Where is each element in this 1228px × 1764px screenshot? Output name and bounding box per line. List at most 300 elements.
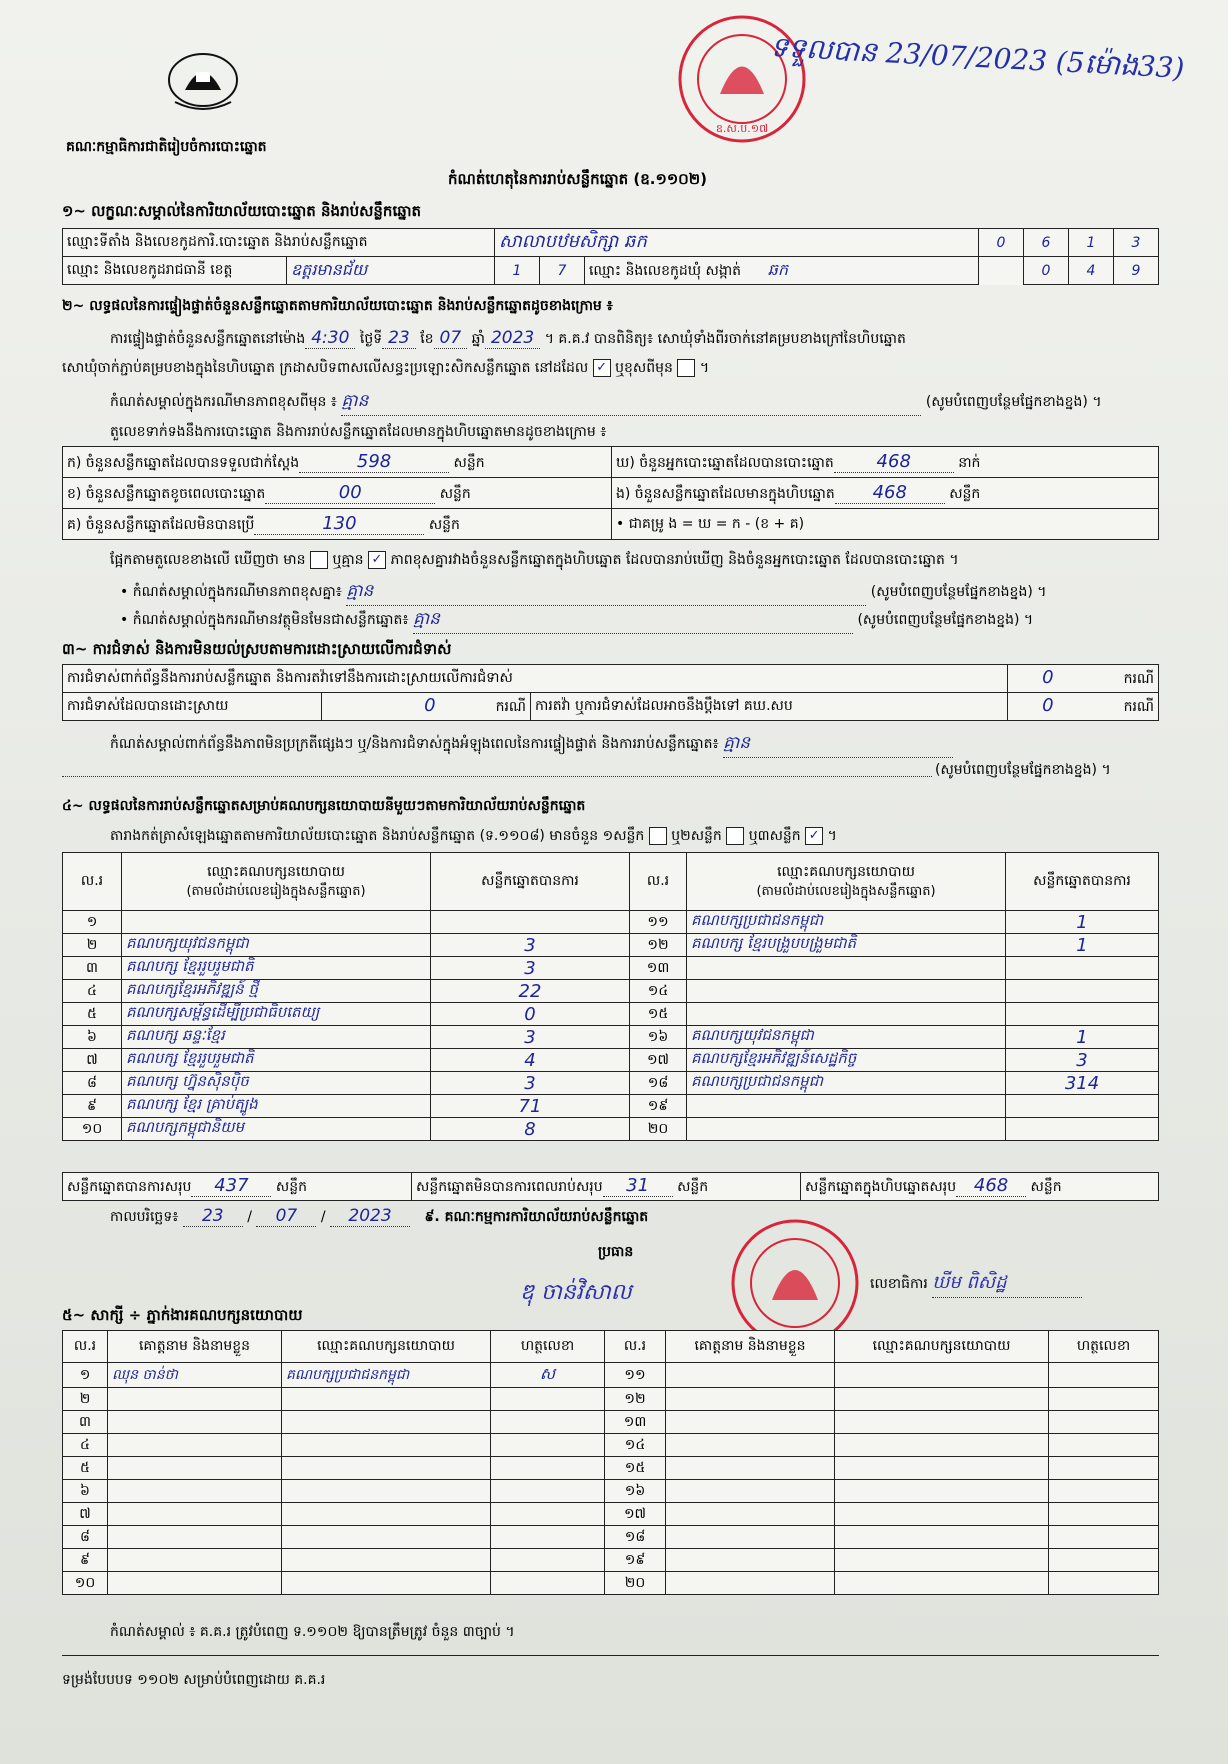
result-party: គណបក្សប្រជាជនកម្ពុជា bbox=[687, 911, 1006, 934]
results-col-votes-left: សន្លឹកឆ្នោតបានការ bbox=[431, 853, 630, 911]
total-box-value: 468 bbox=[956, 1175, 1026, 1197]
witness-party bbox=[282, 1388, 491, 1411]
section1-table bbox=[62, 228, 1159, 285]
resolved-unit: ករណី bbox=[495, 699, 526, 715]
witness-no: ១៩ bbox=[605, 1549, 666, 1572]
result-no: ១៨ bbox=[630, 1072, 687, 1095]
witness-party bbox=[282, 1549, 491, 1572]
appeal-unit: ករណី bbox=[1123, 699, 1154, 715]
count-unit-e: សន្លឹក bbox=[949, 485, 981, 502]
witness-table bbox=[62, 1330, 1159, 1595]
count-row bbox=[63, 509, 1159, 540]
result-votes bbox=[1006, 980, 1159, 1003]
witness-no: ១៤ bbox=[605, 1434, 666, 1457]
results-body bbox=[63, 911, 1159, 1141]
witness-party bbox=[835, 1549, 1049, 1572]
result-party: គណបក្សយុវជនកម្ពុជា bbox=[122, 934, 431, 957]
bullet2-line bbox=[120, 608, 1033, 634]
witness-name bbox=[666, 1411, 835, 1434]
result-party: គណបក្ស ខ្មែរ គ្រាប់ត្បូង bbox=[122, 1095, 431, 1118]
svg-text:ឧ.ស.ប.១៧: ឧ.ស.ប.១៧ bbox=[715, 122, 769, 135]
result-no: ១ bbox=[63, 911, 122, 934]
witness-name bbox=[108, 1388, 282, 1411]
witness-no: ១៧ bbox=[605, 1503, 666, 1526]
count-cell-e bbox=[612, 478, 1159, 509]
witness-party bbox=[282, 1411, 491, 1434]
compare-a: ផ្អែកតាមតួលេខខាងលើ ឃើញថា មាន bbox=[110, 552, 306, 568]
table-row bbox=[63, 911, 1159, 934]
footer-rule bbox=[62, 1655, 1159, 1656]
result-votes bbox=[1006, 957, 1159, 980]
para1-b: ថ្ងៃទី bbox=[359, 331, 383, 347]
bullet2-value: គ្មាន bbox=[413, 608, 853, 634]
witness-name bbox=[666, 1572, 835, 1595]
result-party bbox=[687, 1118, 1006, 1141]
bullet1-label: • កំណត់សម្គាល់ក្នុងករណីមានភាពខុសគ្នា៖ bbox=[120, 584, 342, 600]
table-row bbox=[63, 1049, 1159, 1072]
witness-signature bbox=[491, 1434, 605, 1457]
committee-label: ៩. គណៈកម្មការការិយាល័យរាប់សន្លឹកឆ្នោត bbox=[424, 1209, 649, 1225]
result-party: គណបក្ស ខ្មែរបង្រួបបង្រួមជាតិ bbox=[687, 934, 1006, 957]
results-col-party-left-title: ឈ្មោះគណបក្សនយោបាយ bbox=[207, 863, 345, 880]
table-row bbox=[63, 1457, 1159, 1480]
objection-unit: ករណី bbox=[1123, 671, 1154, 687]
count-row bbox=[63, 478, 1159, 509]
result-votes: 1 bbox=[1006, 934, 1159, 957]
footer-text: ទម្រង់បែបបទ ១១០២ សម្រាប់បំពេញដោយ គ.គ.រ bbox=[62, 1672, 326, 1688]
section5-title: ៥~ សាក្សី ÷ ភ្នាក់ងារគណបក្សនយោបាយ bbox=[62, 1306, 303, 1324]
note-label: កំណត់សម្គាល់ក្នុងករណីមានភាពខុសពីមុន ៖ bbox=[110, 394, 337, 410]
note-value: គ្មាន bbox=[341, 390, 921, 416]
count-value-d: 468 bbox=[834, 451, 954, 473]
result-party: គណបក្សប្រជាជនកម្ពុជា bbox=[687, 1072, 1006, 1095]
section2-title: ២~ លទ្ធផលនៃការផ្ទៀងផ្ទាត់ចំនួនសន្លឹកឆ្នោតតាមការិយាល័យបោះឆ្នោត និងរាប់សន្លឹកឆ្នោតដូចខាងក្រោម ៖ bbox=[62, 298, 613, 314]
result-no: ១២ bbox=[630, 934, 687, 957]
result-no: ១១ bbox=[630, 911, 687, 934]
result-votes: 8 bbox=[431, 1118, 630, 1141]
section2-intro: តួលេខទាក់ទងនឹងការបោះឆ្នោត និងការរាប់សន្លឹកឆ្នោតដែលមានក្នុងហិបឆ្នោតមានដូចខាងក្រោម ៖ bbox=[110, 424, 607, 440]
count-label-c: គ) ចំនួនសន្លឹកឆ្នោតដែលមិនបានប្រើ bbox=[67, 516, 255, 533]
witness-no: ១៣ bbox=[605, 1411, 666, 1434]
count-label-a: ក) ចំនួនសន្លឹកឆ្នោតដែលបានទទួលជាក់ស្តែង bbox=[67, 454, 300, 471]
result-party bbox=[687, 980, 1006, 1003]
witness-name bbox=[108, 1526, 282, 1549]
witness-name bbox=[108, 1457, 282, 1480]
total-box-unit: សន្លឹក bbox=[1030, 1179, 1062, 1195]
table-row bbox=[63, 934, 1159, 957]
result-votes: 4 bbox=[431, 1049, 630, 1072]
count-unit-b: សន្លឹក bbox=[439, 485, 471, 502]
count-value-e: 468 bbox=[835, 482, 945, 504]
count-value-b: 00 bbox=[265, 482, 435, 504]
province-label: ឈ្មោះ និងលេខកូដរាជធានី ខេត្ត bbox=[63, 257, 287, 285]
witness-no: ៨ bbox=[63, 1526, 108, 1549]
witness-party bbox=[835, 1480, 1049, 1503]
count-cell-b bbox=[63, 478, 612, 509]
table-row bbox=[63, 1572, 1159, 1595]
result-no: ១០ bbox=[63, 1118, 122, 1141]
compare-b: ឬគ្មាន bbox=[332, 552, 364, 568]
witness-no: ១៥ bbox=[605, 1457, 666, 1480]
witness-no: ៤ bbox=[63, 1434, 108, 1457]
section2-para2: សោឃុំចាក់ភ្ជាប់គម្របខាងក្នុងនៃហិបឆ្នោត ក្រដាសបិទពាសលើសន្ធះប្រឡោះសិកសន្លឹកឆ្នោត នៅដដែល ✓ ឬខុសពីមុន ។ bbox=[62, 360, 710, 376]
results-col-no-right: ល.រ bbox=[630, 853, 687, 911]
appeal-count: 0 bbox=[1042, 695, 1054, 716]
section3-note-label: កំណត់សម្គាល់ពាក់ព័ន្ធនឹងភាពមិនប្រក្រតីផ្សេងៗ ឬ/និងការជំទាស់ក្នុងអំឡុងពេលនៃការផ្ទៀងផ្ទាត់ និងការរាប់សន្លឹកឆ្នោត៖ bbox=[110, 736, 719, 752]
result-votes: 3 bbox=[431, 1026, 630, 1049]
count-cell-c bbox=[63, 509, 612, 540]
commune-value: ឆក bbox=[767, 259, 789, 279]
section5-note: កំណត់សម្គាល់ ៖ គ.គ.រ ត្រូវបំពេញ ទ.១១០២ ឱ្យបានត្រឹមត្រូវ ចំនួន ៣ច្បាប់ ។ bbox=[110, 1624, 515, 1640]
result-votes: 1 bbox=[1006, 911, 1159, 934]
diff-yes-checkbox[interactable] bbox=[310, 551, 328, 569]
province-code-2: 7 bbox=[539, 257, 584, 285]
witness-name bbox=[108, 1480, 282, 1503]
results-col-party-left-sub: (តាមលំដាប់លេខរៀងក្នុងសន្លឹកឆ្នោត) bbox=[186, 883, 366, 899]
witness-signature: ស bbox=[491, 1363, 605, 1388]
result-party bbox=[687, 957, 1006, 980]
result-party: គណបក្ស ខ្មែររួបរួមជាតិ bbox=[122, 1049, 431, 1072]
witness-name bbox=[666, 1549, 835, 1572]
table-row bbox=[63, 1411, 1159, 1434]
section2-para1 bbox=[110, 328, 906, 350]
commune-code-2: 4 bbox=[1069, 257, 1114, 285]
result-no: ៦ bbox=[63, 1026, 122, 1049]
location-code-3: 1 bbox=[1069, 229, 1114, 257]
result-votes bbox=[1006, 1095, 1159, 1118]
result-party: គណបក្ស ហ្វ៊ុនស៊ិនប៉ិច bbox=[122, 1072, 431, 1095]
table-row bbox=[63, 957, 1159, 980]
count-row bbox=[63, 447, 1159, 478]
compare-line bbox=[110, 550, 959, 571]
province-value: ឧត្តរមានជ័យ bbox=[287, 257, 495, 285]
witness-party bbox=[282, 1480, 491, 1503]
resolved-label: ការជំទាស់ដែលបានដោះស្រាយ bbox=[63, 693, 322, 721]
bullet2-suffix: (សូមបំពេញបន្ថែមផ្នែកខាងខ្នង) ។ bbox=[857, 612, 1034, 628]
count-value-c: 130 bbox=[254, 513, 424, 535]
result-votes bbox=[1006, 1118, 1159, 1141]
result-no: ៣ bbox=[63, 957, 122, 980]
witness-col-party-right: ឈ្មោះគណបក្សនយោបាយ bbox=[835, 1331, 1049, 1363]
diff-no-checkbox[interactable]: ✓ bbox=[368, 551, 386, 569]
count-day: 23 bbox=[382, 328, 416, 349]
sheet3-checkbox[interactable]: ✓ bbox=[805, 827, 823, 845]
witness-signature bbox=[1049, 1434, 1159, 1457]
result-votes: 3 bbox=[1006, 1049, 1159, 1072]
witness-party bbox=[835, 1503, 1049, 1526]
count-year: 2023 bbox=[485, 328, 540, 349]
result-party: គណបក្ស ខ្មែររួបរួមជាតិ bbox=[122, 957, 431, 980]
result-no: ៨ bbox=[63, 1072, 122, 1095]
official-stamp-bottom bbox=[720, 1218, 870, 1348]
formula-cell bbox=[612, 509, 1159, 540]
result-party bbox=[687, 1095, 1006, 1118]
table-row bbox=[63, 1118, 1159, 1141]
objection-count: 0 bbox=[1042, 667, 1054, 688]
witness-signature bbox=[1049, 1572, 1159, 1595]
count-cell-a bbox=[63, 447, 612, 478]
resolved-cell bbox=[322, 693, 531, 721]
stamp-handwriting: ទទួលបាន 23/07/2023 (5ម៉ោង33) bbox=[769, 30, 1186, 85]
results-col-party-left bbox=[122, 853, 431, 911]
para1-d: ឆ្នាំ bbox=[471, 331, 485, 347]
appeal-cell bbox=[1007, 693, 1158, 721]
witness-signature bbox=[1049, 1503, 1159, 1526]
sheet1-checkbox[interactable] bbox=[649, 827, 667, 845]
witness-signature bbox=[491, 1388, 605, 1411]
witness-signature bbox=[1049, 1526, 1159, 1549]
witness-no: ១២ bbox=[605, 1388, 666, 1411]
secretary-line bbox=[870, 1270, 1082, 1298]
total-invalid-unit: សន្លឹក bbox=[677, 1179, 709, 1195]
secretary-signature: ឃីម ពិសិដ្ឋ bbox=[932, 1270, 1082, 1298]
commune-code-3: 9 bbox=[1114, 257, 1159, 285]
witness-signature bbox=[1049, 1549, 1159, 1572]
location-value: សាលាបឋមសិក្សា ឆក bbox=[494, 229, 978, 257]
secretary-label: លេខាធិការ bbox=[870, 1276, 928, 1292]
table-row bbox=[63, 1003, 1159, 1026]
witness-signature bbox=[491, 1457, 605, 1480]
objection-table bbox=[62, 664, 1159, 721]
witness-party bbox=[282, 1434, 491, 1457]
witness-name bbox=[666, 1434, 835, 1457]
count-cell-d bbox=[612, 447, 1159, 478]
witness-party bbox=[282, 1503, 491, 1526]
total-box-label: សន្លឹកឆ្នោតក្នុងហិបឆ្នោតសរុប bbox=[805, 1179, 957, 1195]
count-unit-c: សន្លឹក bbox=[428, 516, 460, 533]
total-box-cell bbox=[801, 1173, 1159, 1201]
table-row bbox=[63, 1026, 1159, 1049]
witness-col-no-right: ល.រ bbox=[605, 1331, 666, 1363]
date-month: 07 bbox=[256, 1206, 316, 1227]
witness-party bbox=[835, 1572, 1049, 1595]
bullet1-line bbox=[120, 580, 1046, 606]
result-no: ២០ bbox=[630, 1118, 687, 1141]
section3-title: ៣~ ការជំទាស់ និងការមិនយល់ស្របតាមការដោះស្រាយលើការជំទាស់ bbox=[62, 640, 452, 658]
result-votes: 71 bbox=[431, 1095, 630, 1118]
witness-no: ១១ bbox=[605, 1363, 666, 1388]
witness-signature bbox=[1049, 1411, 1159, 1434]
unchanged-checkbox[interactable]: ✓ bbox=[593, 359, 611, 377]
location-label: ឈ្មោះទីតាំង និងលេខកូដការិ.បោះឆ្នោត និងរាប់សន្លឹកឆ្នោត bbox=[63, 229, 495, 257]
witness-party bbox=[835, 1411, 1049, 1434]
result-no: ១៤ bbox=[630, 980, 687, 1003]
result-party: គណបក្ស ឆន្ទៈខ្មែរ bbox=[122, 1026, 431, 1049]
location-code-1: 0 bbox=[979, 229, 1024, 257]
section4-intro-a: តារាងកត់ត្រាសំឡេងឆ្នោតតាមការិយាល័យបោះឆ្នោត និងរាប់សន្លឹកឆ្នោត (ទ.១១០៨) មានចំនួន ១សន្លឹក bbox=[110, 828, 645, 844]
section3-note-value: គ្មាន bbox=[723, 732, 953, 758]
witness-party bbox=[835, 1434, 1049, 1457]
result-no: ៥ bbox=[63, 1003, 122, 1026]
total-invalid-cell bbox=[412, 1173, 801, 1201]
compare-c: ភាពខុសគ្នារវាងចំនួនសន្លឹកឆ្នោតក្នុងហិបឆ្នោត ដែលបានរាប់ឃើញ និងចំនួនអ្នកបោះឆ្នោត ដែលបានបោះឆ្នោត ។ bbox=[390, 552, 959, 568]
results-col-votes-right: សន្លឹកឆ្នោតបានការ bbox=[1006, 853, 1159, 911]
witness-no: ២០ bbox=[605, 1572, 666, 1595]
count-label-e: ង) ចំនួនសន្លឹកឆ្នោតដែលមានក្នុងហិបឆ្នោត bbox=[616, 485, 835, 502]
witness-signature bbox=[491, 1480, 605, 1503]
witness-no: ២ bbox=[63, 1388, 108, 1411]
date-year: 2023 bbox=[330, 1206, 410, 1227]
table-row bbox=[63, 1480, 1159, 1503]
para2-text: សោឃុំចាក់ភ្ជាប់គម្របខាងក្នុងនៃហិបឆ្នោត ក្រដាសបិទពាសលើសន្ធះប្រឡោះសិកសន្លឹកឆ្នោត នៅដដែល bbox=[62, 360, 589, 376]
result-no: ១៥ bbox=[630, 1003, 687, 1026]
witness-col-name-left: គោត្តនាម និងនាមខ្លួន bbox=[108, 1331, 282, 1363]
nec-logo bbox=[160, 50, 246, 118]
bullet1-suffix: (សូមបំពេញបន្ថែមផ្នែកខាងខ្នង) ។ bbox=[870, 584, 1047, 600]
para1-a: ការផ្ទៀងផ្ទាត់ចំនួនសន្លឹកឆ្នោតនៅម៉ោង bbox=[110, 331, 306, 347]
witness-party: គណបក្សប្រជាជនកម្ពុជា bbox=[282, 1363, 491, 1388]
result-no: ១៦ bbox=[630, 1026, 687, 1049]
para1-e: ។ គ.គ.វ បានពិនិត្យ៖ សោឃុំទាំងពីរចាក់នៅគម្របខាងក្រៅនៃហិបឆ្នោត bbox=[544, 331, 906, 347]
count-unit-a: សន្លឹក bbox=[453, 454, 485, 471]
result-party: គណបក្សសម្ព័ន្ធដើម្បីប្រជាធិបតេយ្យ bbox=[122, 1003, 431, 1026]
result-party: គណបក្សខ្មែរអភិវឌ្ឍន៍ ថ្មី bbox=[122, 980, 431, 1003]
count-label-b: ខ) ចំនួនសន្លឹកឆ្នោតខូចពេលបោះឆ្នោត bbox=[67, 485, 266, 502]
result-party: គណបក្សយុវជនកម្ពុជា bbox=[687, 1026, 1006, 1049]
section4-intro-end: ។ bbox=[827, 828, 837, 844]
objection-count-cell bbox=[1007, 665, 1158, 693]
date-day: 23 bbox=[183, 1206, 243, 1227]
section4-title: ៤~ លទ្ធផលនៃការរាប់សន្លឹកឆ្នោតសម្រាប់គណបក្សនយោបាយនីមួយៗតាមការិយាល័យរាប់សន្លឹកឆ្នោត bbox=[62, 798, 586, 814]
results-col-no-left: ល.រ bbox=[63, 853, 122, 911]
table-row bbox=[63, 980, 1159, 1003]
witness-name bbox=[666, 1457, 835, 1480]
witness-col-party-left: ឈ្មោះគណបក្សនយោបាយ bbox=[282, 1331, 491, 1363]
result-party: គណបក្សខ្មែរអភិវឌ្ឍន៍សេដ្ឋកិច្ច bbox=[687, 1049, 1006, 1072]
witness-signature bbox=[1049, 1363, 1159, 1388]
result-no: ៩ bbox=[63, 1095, 122, 1118]
section3-note bbox=[110, 732, 953, 758]
total-invalid-label: សន្លឹកឆ្នោតមិនបានការពេលរាប់សរុប bbox=[416, 1179, 603, 1195]
witness-col-no-left: ល.រ bbox=[63, 1331, 108, 1363]
result-votes bbox=[431, 911, 630, 934]
witness-party bbox=[282, 1457, 491, 1480]
commune-label: ឈ្មោះ និងលេខកូដឃុំ សង្កាត់ bbox=[588, 262, 742, 279]
appeal-label: ការតវ៉ា ឬការជំទាស់ដែលអាចនឹងប្តឹងទៅ គឃ.សប bbox=[531, 693, 1008, 721]
result-no: ១៣ bbox=[630, 957, 687, 980]
para1-c: ខែ bbox=[420, 331, 434, 347]
form-title: កំណត់ហេតុនៃការរាប់សន្លឹកឆ្នោត (ឧ.១១០២) bbox=[448, 170, 708, 188]
witness-name bbox=[666, 1480, 835, 1503]
count-time: 4:30 bbox=[305, 328, 355, 349]
results-col-party-right-sub: (តាមលំដាប់លេខរៀងក្នុងសន្លឹកឆ្នោត) bbox=[756, 883, 936, 899]
total-valid-value: 437 bbox=[191, 1175, 271, 1197]
date-line: កាលបរិច្ឆេទ៖ 23 / 07 / 2023 ៩. គណៈកម្មការការិយាល័យរាប់សន្លឹកឆ្នោត bbox=[110, 1206, 649, 1226]
result-votes: 3 bbox=[431, 1072, 630, 1095]
results-col-party-right bbox=[687, 853, 1006, 911]
bullet1-value: គ្មាន bbox=[346, 580, 866, 606]
witness-party bbox=[282, 1572, 491, 1595]
witness-name bbox=[108, 1434, 282, 1457]
witness-body bbox=[63, 1363, 1159, 1595]
result-no: ១៩ bbox=[630, 1095, 687, 1118]
witness-signature bbox=[1049, 1388, 1159, 1411]
note-suffix: (សូមបំពេញបន្ថែមផ្នែកខាងខ្នង) ។ bbox=[925, 394, 1102, 410]
witness-col-sign-right: ហត្ថលេខា bbox=[1049, 1331, 1159, 1363]
section4-intro bbox=[110, 826, 837, 847]
result-votes: 3 bbox=[431, 957, 630, 980]
witness-name bbox=[108, 1503, 282, 1526]
table-row bbox=[63, 1503, 1159, 1526]
result-no: ២ bbox=[63, 934, 122, 957]
witness-name bbox=[108, 1411, 282, 1434]
total-valid-label: សន្លឹកឆ្នោតបានការសរុប bbox=[67, 1179, 192, 1195]
total-valid-cell bbox=[63, 1173, 412, 1201]
totals-table bbox=[62, 1172, 1159, 1201]
witness-no: ១ bbox=[63, 1363, 108, 1388]
chair-signature: ឌុ ចាន់វិសាល bbox=[520, 1280, 632, 1305]
witness-no: ៧ bbox=[63, 1503, 108, 1526]
total-valid-unit: សន្លឹក bbox=[275, 1179, 307, 1195]
witness-party bbox=[282, 1526, 491, 1549]
witness-no: ៥ bbox=[63, 1457, 108, 1480]
witness-name bbox=[666, 1363, 835, 1388]
witness-signature bbox=[491, 1411, 605, 1434]
witness-name bbox=[666, 1503, 835, 1526]
count-month: 07 bbox=[434, 328, 468, 349]
province-code-1: 1 bbox=[494, 257, 539, 285]
section3-blank-line bbox=[62, 760, 932, 777]
witness-name: ឈុន ចាន់ថា bbox=[108, 1363, 282, 1388]
changed-checkbox[interactable] bbox=[677, 359, 695, 377]
table-row bbox=[63, 1434, 1159, 1457]
section3-suffix: (សូមបំពេញបន្ថែមផ្នែកខាងខ្នង) ។ bbox=[935, 762, 1111, 778]
witness-no: ៦ bbox=[63, 1480, 108, 1503]
witness-signature bbox=[491, 1572, 605, 1595]
table-row bbox=[63, 1072, 1159, 1095]
resolved-count: 0 bbox=[424, 695, 436, 716]
witness-no: ៩ bbox=[63, 1549, 108, 1572]
result-no: ១៧ bbox=[630, 1049, 687, 1072]
bullet2-label: • កំណត់សម្គាល់ក្នុងករណីមានវត្ថុមិនមែនជាសន្លឹកឆ្នោត៖ bbox=[120, 612, 409, 628]
result-votes: 0 bbox=[431, 1003, 630, 1026]
witness-col-name-right: គោត្តនាម និងនាមខ្លួន bbox=[666, 1331, 835, 1363]
results-table bbox=[62, 852, 1159, 1141]
section4-intro-b: ឬ២សន្លឹក bbox=[671, 828, 722, 844]
witness-signature bbox=[491, 1549, 605, 1572]
table-row bbox=[63, 1526, 1159, 1549]
table-row bbox=[63, 1095, 1159, 1118]
witness-name bbox=[108, 1572, 282, 1595]
table-row bbox=[63, 1388, 1159, 1411]
witness-no: ១៨ bbox=[605, 1526, 666, 1549]
commune-cell bbox=[584, 257, 978, 285]
sheet2-checkbox[interactable] bbox=[726, 827, 744, 845]
count-label-d: ឃ) ចំនួនអ្នកបោះឆ្នោតដែលបានបោះឆ្នោត bbox=[616, 454, 834, 471]
witness-party bbox=[835, 1363, 1049, 1388]
chair-label: ប្រធាន bbox=[598, 1244, 634, 1260]
formula-text: • ជាគម្រូ ង = ឃ = ក - (ខ + គ) bbox=[616, 515, 805, 532]
witness-name bbox=[666, 1388, 835, 1411]
results-col-party-right-title: ឈ្មោះគណបក្សនយោបាយ bbox=[777, 863, 915, 880]
section1-title: ១~ លក្ខណៈសម្គាល់នៃការិយាល័យបោះឆ្នោត និងរាប់សន្លឹកឆ្នោត bbox=[62, 202, 422, 220]
org-name: គណៈកម្មាធិការជាតិរៀបចំការបោះឆ្នោត bbox=[66, 139, 267, 155]
result-votes: 3 bbox=[431, 934, 630, 957]
result-party bbox=[122, 911, 431, 934]
witness-no: ៣ bbox=[63, 1411, 108, 1434]
witness-name bbox=[666, 1526, 835, 1549]
result-votes bbox=[1006, 1003, 1159, 1026]
witness-party bbox=[835, 1388, 1049, 1411]
table-row bbox=[63, 1549, 1159, 1572]
witness-no: ១០ bbox=[63, 1572, 108, 1595]
section2-note bbox=[110, 390, 1160, 416]
section4-intro-c: ឬ៣សន្លឹក bbox=[748, 828, 801, 844]
date-label: កាលបរិច្ឆេទ៖ bbox=[110, 1209, 179, 1225]
witness-col-sign-left: ហត្ថលេខា bbox=[491, 1331, 605, 1363]
result-votes: 1 bbox=[1006, 1026, 1159, 1049]
table-row bbox=[63, 1363, 1159, 1388]
